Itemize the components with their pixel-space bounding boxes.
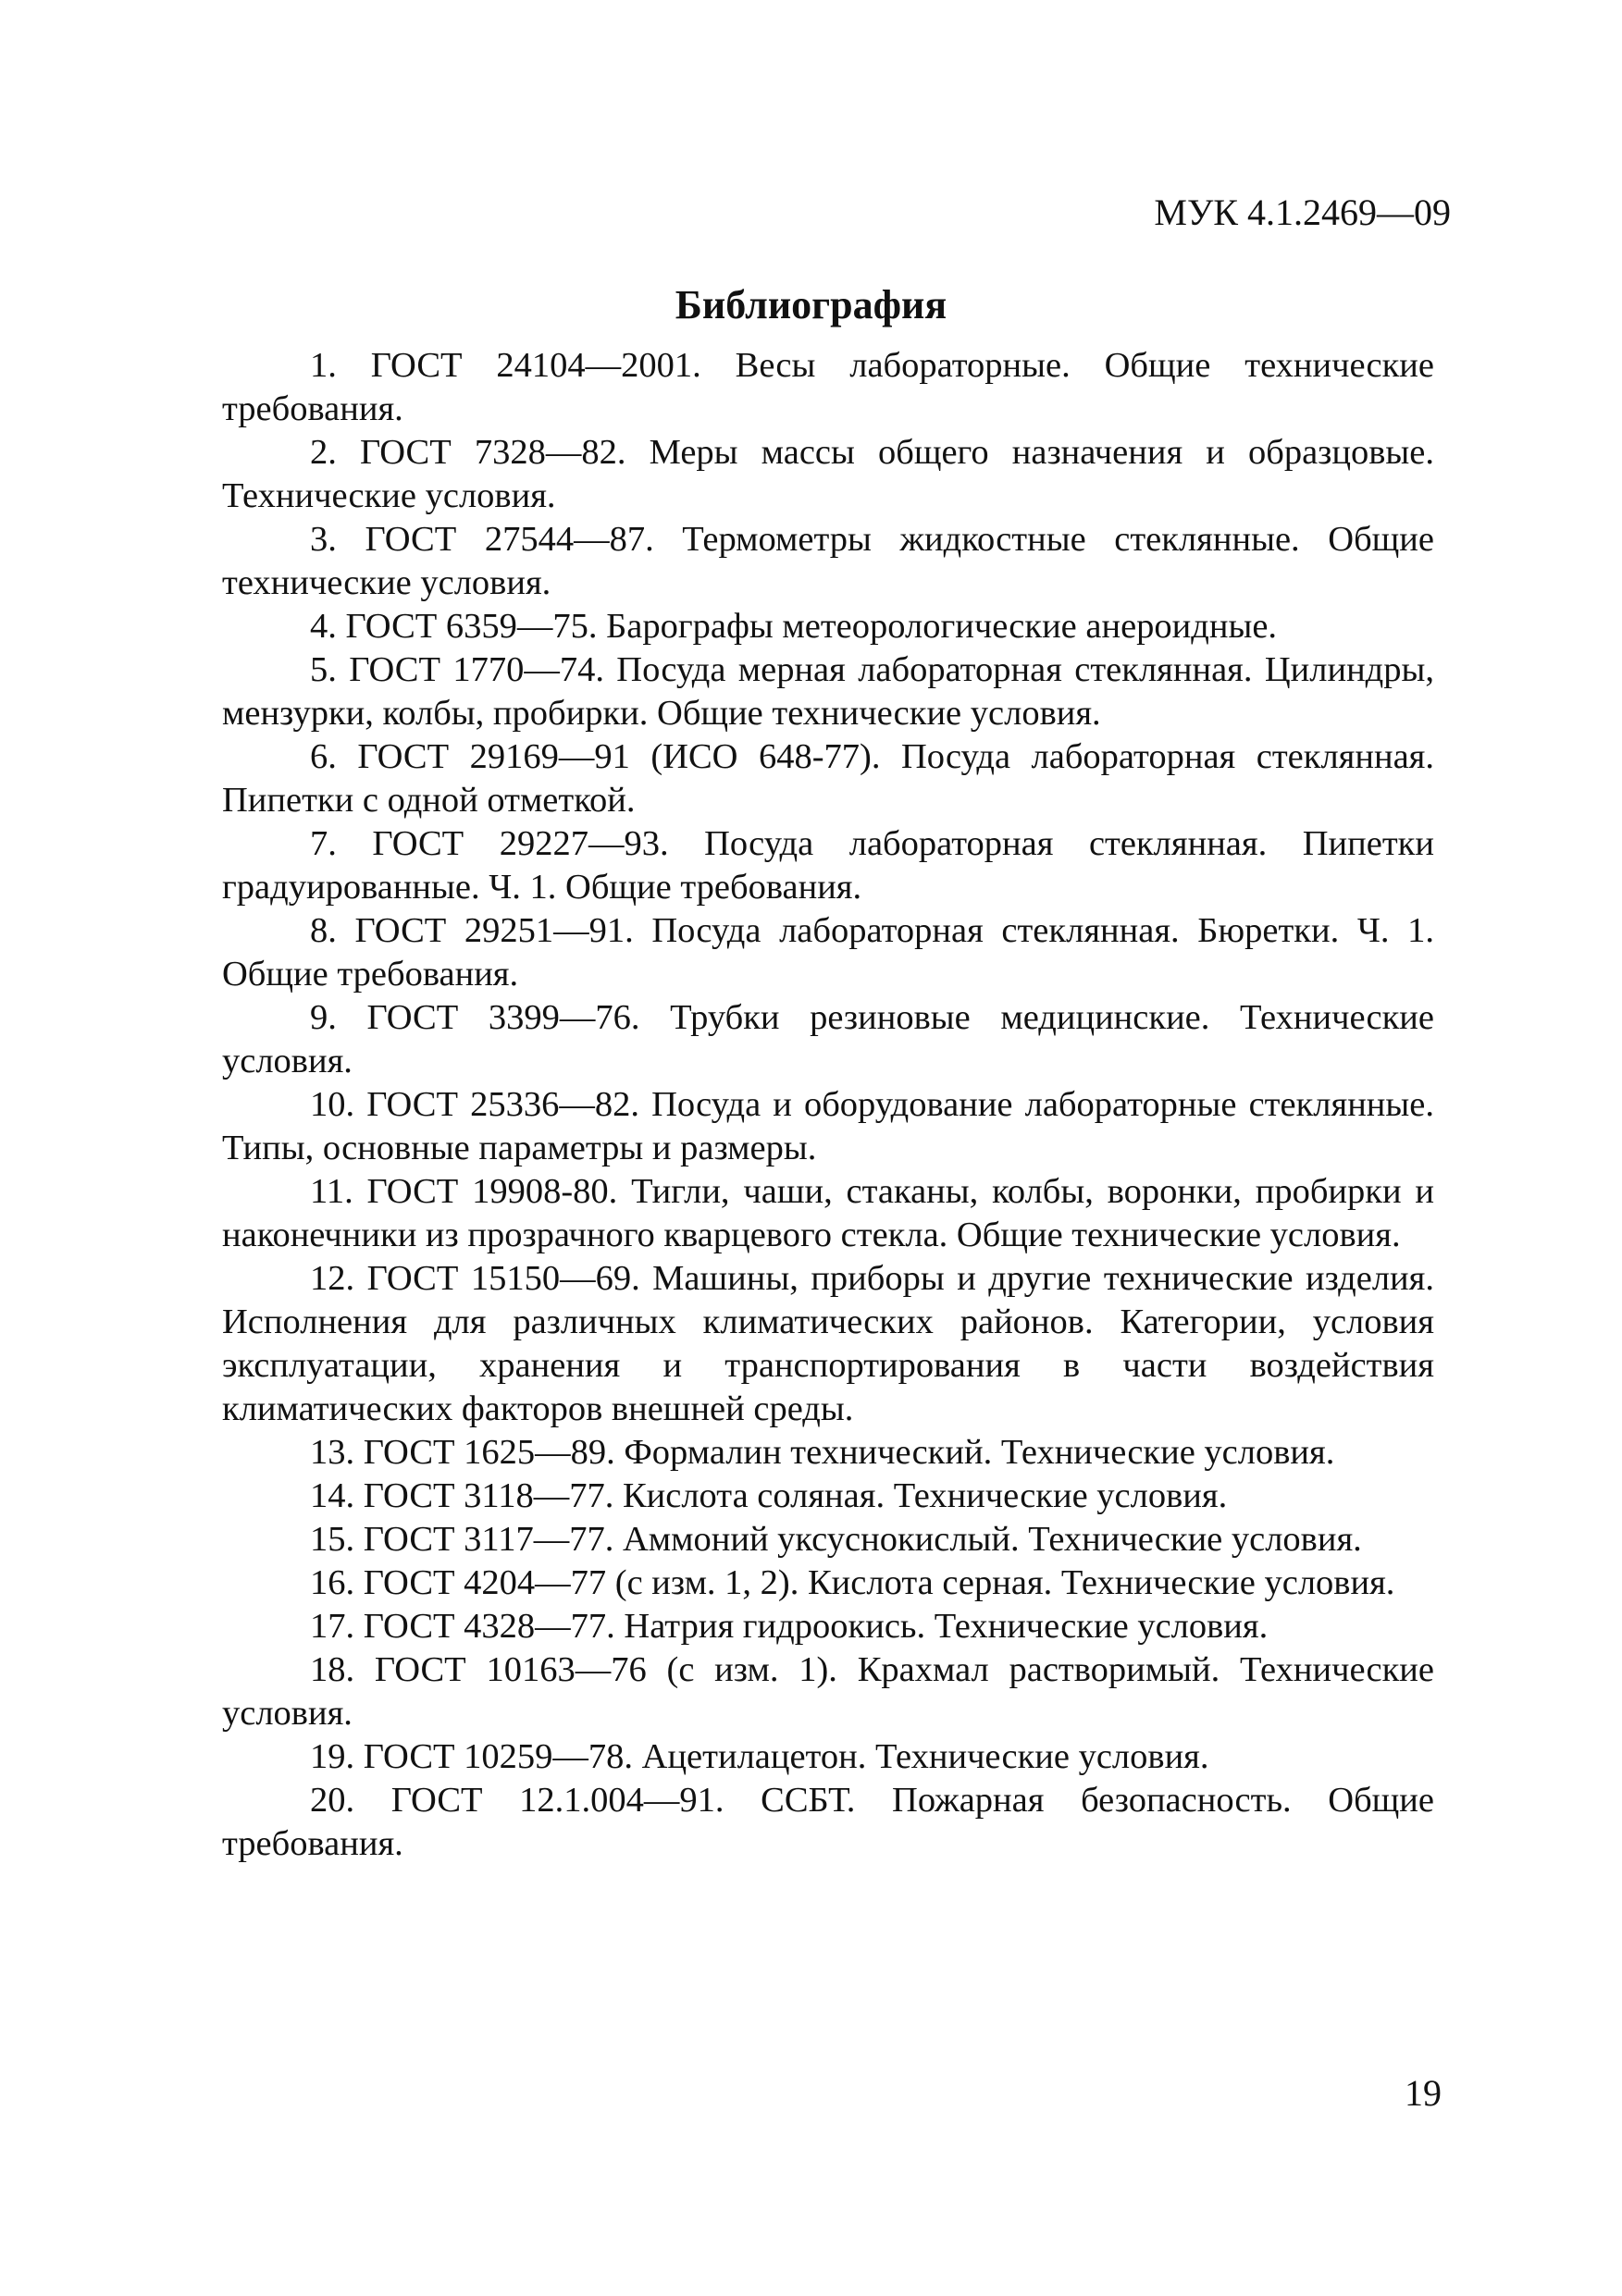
page-title: Библиография — [675, 282, 947, 327]
bibliography-item: 17. ГОСТ 4328—77. Натрия гидроокись. Технические условия. — [310, 1607, 1269, 1646]
bibliography-item: 10. ГОСТ 25336—82. Посуда и оборудование лабораторные стеклянные. Типы, основные параметры и размеры. — [222, 1085, 1434, 1167]
bibliography-item: 16. ГОСТ 4204—77 (с изм. 1, 2). Кислота серная. Технические условия. — [310, 1563, 1395, 1602]
page-number: 19 — [1405, 2072, 1442, 2114]
bibliography-item: 11. ГОСТ 19908-80. Тигли, чаши, стаканы, колбы, воронки, пробирки и наконечники из прозрачного кварцевого стекла. Общие технические условия. — [222, 1172, 1434, 1254]
bibliography-item: 1. ГОСТ 24104—2001. Весы лабораторные. Общие технические требования. — [222, 346, 1434, 428]
bibliography-item: 14. ГОСТ 3118—77. Кислота соляная. Технические условия. — [310, 1476, 1228, 1515]
bibliography-item: 2. ГОСТ 7328—82. Меры массы общего назначения и образцовые. Технические условия. — [222, 433, 1434, 515]
bibliography-item: 19. ГОСТ 10259—78. Ацетилацетон. Технические условия. — [310, 1737, 1209, 1776]
bibliography-item: 9. ГОСТ 3399—76. Трубки резиновые медицинские. Технические условия. — [222, 998, 1434, 1080]
bibliography-item: 18. ГОСТ 10163—76 (с изм. 1). Крахмал растворимый. Технические условия. — [222, 1650, 1434, 1733]
bibliography-item: 20. ГОСТ 12.1.004—91. ССБТ. Пожарная безопасность. Общие требования. — [222, 1781, 1434, 1863]
bibliography-item: 15. ГОСТ 3117—77. Аммоний уксуснокислый. Технические условия. — [310, 1520, 1362, 1559]
bibliography-item: 4. ГОСТ 6359—75. Барографы метеорологические анероидные. — [310, 607, 1278, 646]
bibliography-item: 3. ГОСТ 27544—87. Термометры жидкостные стеклянные. Общие технические условия. — [222, 520, 1434, 602]
bibliography-item: 5. ГОСТ 1770—74. Посуда мерная лабораторная стеклянная. Цилиндры, мензурки, колбы, пробирки. Общие технические условия. — [222, 650, 1434, 733]
bibliography-item: 12. ГОСТ 15150—69. Машины, приборы и другие технические изделия. Исполнения для различных климатических районов. Категории, условия эксплуатации, хранения и транспортирования в части воздействия климатических факторов внешней среды. — [222, 1259, 1434, 1428]
bibliography-item: 13. ГОСТ 1625—89. Формалин технический. Технические условия. — [310, 1433, 1335, 1472]
bibliography-list — [222, 344, 1434, 1866]
bibliography-item: 6. ГОСТ 29169—91 (ИСО 648-77). Посуда лабораторная стеклянная. Пипетки с одной отметкой. — [222, 737, 1434, 820]
document-code: МУК 4.1.2469—09 — [1154, 191, 1451, 233]
bibliography-item: 8. ГОСТ 29251—91. Посуда лабораторная стеклянная. Бюретки. Ч. 1. Общие требования. — [222, 911, 1434, 994]
bibliography-item: 7. ГОСТ 29227—93. Посуда лабораторная стеклянная. Пипетки градуированные. Ч. 1. Общие требования. — [222, 824, 1434, 907]
